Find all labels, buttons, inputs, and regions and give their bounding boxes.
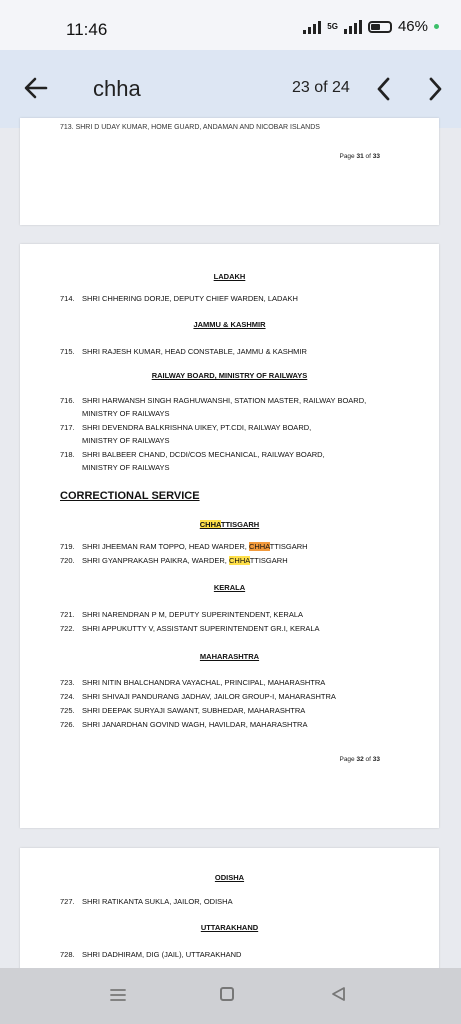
previous-match-icon[interactable]: [372, 75, 396, 103]
list-item: 726. SHRI JANARDHAN GOVIND WAGH, HAVILDAR, MAHARASHTRA: [60, 720, 308, 729]
list-item: 719. SHRI JHEEMAN RAM TOPPO, HEAD WARDER, CHHATTISGARH: [60, 542, 308, 551]
system-nav-bar: [0, 968, 461, 1024]
status-bar: [0, 0, 461, 50]
privacy-dot-icon: [434, 24, 439, 29]
heading-correctional-service: CORRECTIONAL SERVICE: [60, 490, 200, 502]
page-33: [20, 848, 439, 988]
heading-ladakh: LADAKH: [213, 272, 246, 281]
find-in-page-bar: [0, 50, 461, 128]
list-item: 723. SHRI NITIN BHALCHANDRA VAYACHAL, PRINCIPAL, MAHARASHTRA: [60, 678, 326, 687]
list-item: 716. SHRI HARWANSH SINGH RAGHUWANSHI, STATION MASTER, RAILWAY BOARD, MINISTRY OF RAILWAYS: [60, 396, 367, 418]
list-item: 717. SHRI DEVENDRA BALKRISHNA UIKEY, PT.CDI, RAILWAY BOARD, MINISTRY OF RAILWAYS: [60, 423, 312, 445]
next-match-icon[interactable]: [423, 75, 447, 103]
search-match: CHHA: [199, 520, 221, 529]
status-icons: [303, 18, 439, 35]
heading-maharashtra: MAHARASHTRA: [199, 652, 260, 661]
list-item: 724. SHRI SHIVAJI PANDURANG JADHAV, JAILOR GROUP-I, MAHARASHTRA: [60, 692, 336, 701]
list-item: 728. SHRI DADHIRAM, DIG (JAIL), UTTARAKHAND: [60, 950, 242, 959]
heading-odisha: ODISHA: [214, 873, 245, 882]
heading-chhattisgarh: CHHATTISGARH: [199, 520, 260, 529]
network-type: 5G: [327, 21, 338, 31]
heading-jammu-kashmir: JAMMU & KASHMIR: [193, 320, 266, 329]
cut-off-entry: 713. SHRI D UDAY KUMAR, HOME GUARD, ANDAMAN AND NICOBAR ISLANDS: [60, 124, 320, 131]
list-item: 718. SHRI BALBEER CHAND, DCDI/COS MECHANICAL, RAILWAY BOARD, MINISTRY OF RAILWAYS: [60, 450, 325, 472]
battery-level: 46%: [397, 18, 428, 35]
heading-uttarakhand: UTTARAKHAND: [200, 923, 259, 932]
heading-railway-board: RAILWAY BOARD, MINISTRY OF RAILWAYS: [151, 371, 308, 380]
page-number: Page 32 of 33: [339, 756, 380, 763]
heading-kerala: KERALA: [213, 583, 246, 592]
page-31: [20, 118, 439, 225]
document-viewer[interactable]: [0, 124, 461, 968]
list-item: 721. SHRI NARENDRAN P M, DEPUTY SUPERINTENDENT, KERALA: [60, 610, 304, 619]
home-icon[interactable]: [220, 987, 234, 1001]
list-item: 722. SHRI APPUKUTTY V, ASSISTANT SUPERINTENDENT GR.I, KERALA: [60, 624, 320, 633]
status-time: 11:46: [66, 20, 108, 39]
battery-icon: [368, 21, 392, 33]
list-item: 714. SHRI CHHERING DORJE, DEPUTY CHIEF WARDEN, LADAKH: [60, 294, 298, 303]
page-number: Page 31 of 33: [339, 153, 380, 160]
recent-apps-icon[interactable]: [110, 988, 126, 1002]
current-search-match: CHHA: [248, 542, 270, 551]
list-item: 715. SHRI RAJESH KUMAR, HEAD CONSTABLE, JAMMU & KASHMIR: [60, 347, 307, 356]
back-arrow-icon[interactable]: [22, 74, 50, 102]
page-32: [20, 244, 439, 828]
list-item: 727. SHRI RATIKANTA SUKLA, JAILOR, ODISHA: [60, 897, 233, 906]
search-match: CHHA: [228, 556, 250, 565]
system-back-icon[interactable]: [330, 986, 346, 1002]
match-counter: 23 of 24: [292, 79, 350, 96]
cell-signal-icon: [344, 20, 362, 34]
list-item: 720. SHRI GYANPRAKASH PAIKRA, WARDER, CHHATTISGARH: [60, 556, 288, 565]
wifi-signal-icon: [303, 20, 321, 34]
list-item: 725. SHRI DEEPAK SURYAJI SAWANT, SUBHEDAR, MAHARASHTRA: [60, 706, 306, 715]
search-query-input[interactable]: chha: [93, 76, 141, 101]
